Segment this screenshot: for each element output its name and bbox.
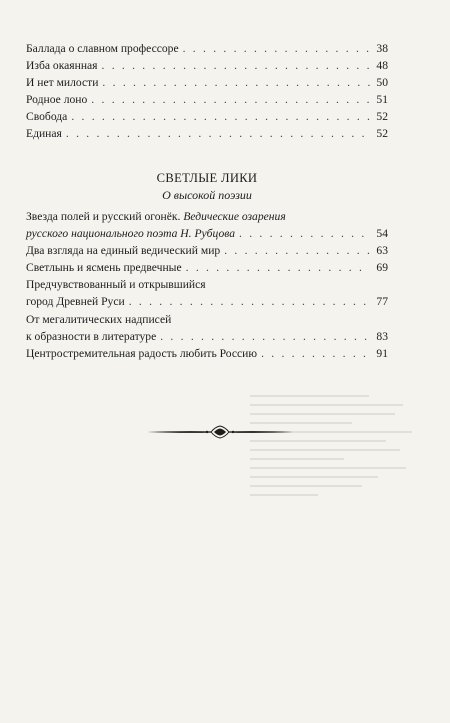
- toc-entry-title-italic: Ведические озарения: [183, 210, 286, 223]
- toc-entry-page: 54: [376, 227, 388, 241]
- toc-entry: [26, 91, 388, 108]
- dot-leader: [186, 259, 370, 276]
- toc-entry-title: Баллада о славном профессоре: [26, 42, 179, 55]
- dot-leader: [102, 57, 370, 74]
- toc-top-list: [26, 40, 388, 143]
- show-through-text: [250, 395, 420, 555]
- toc-entry: [26, 74, 388, 91]
- dot-leader: [183, 40, 370, 57]
- toc-entry-title: Изба окаянная: [26, 59, 98, 73]
- toc-entry: [26, 57, 388, 74]
- dot-leader: [71, 108, 370, 125]
- toc-entry-title: к образности в литературе: [26, 329, 157, 343]
- section-heading: [26, 170, 388, 204]
- dot-leader: [224, 242, 370, 259]
- toc-entry-title: Свобода: [26, 110, 68, 124]
- toc-entry-page: 50: [376, 76, 388, 90]
- toc-entry: [26, 108, 388, 125]
- toc-entry-line: Предчувствованный и открывшийся: [26, 278, 206, 292]
- toc-entry: [26, 208, 388, 242]
- toc-entry-page: 48: [376, 59, 388, 73]
- toc-entry: [26, 345, 388, 362]
- toc-entry-title: И нет милости: [26, 76, 99, 90]
- section-title: СВЕТЛЫЕ ЛИКИ: [156, 171, 258, 185]
- dot-leader: [102, 74, 370, 91]
- toc-entry-page: 91: [376, 346, 388, 360]
- toc-entry-page: 69: [376, 261, 388, 275]
- toc-entry: [26, 125, 388, 142]
- toc-entry-title: Два взгляда на единый ведический мир: [26, 244, 221, 258]
- toc-entry-line: [26, 293, 388, 310]
- toc-entry-page: 38: [376, 42, 388, 55]
- dot-leader: [160, 328, 370, 345]
- toc-entry-title-part: Звезда полей и русский огонёк.: [26, 210, 184, 223]
- toc-entry: [26, 242, 388, 259]
- toc-entry: [26, 259, 388, 276]
- toc-bottom-list: [26, 208, 388, 362]
- toc-entry-page: 77: [376, 295, 388, 309]
- dot-leader: [129, 293, 370, 310]
- dot-leader: [261, 345, 370, 362]
- toc-entry-page: 52: [376, 127, 388, 141]
- toc-entry: [26, 40, 388, 57]
- toc-entry-page: 52: [376, 110, 388, 124]
- toc-entry: [26, 311, 388, 345]
- toc-entry-page: 63: [376, 244, 388, 258]
- toc-entry-title: Центростремительная радость любить Россию: [26, 346, 258, 360]
- toc-entry-title-italic: русского национального поэта Н. Рубцова: [26, 227, 235, 241]
- toc-entry-title: город Древней Руси: [26, 295, 125, 309]
- dot-leader: [239, 225, 370, 242]
- section-subtitle: О высокой поэзии: [162, 188, 252, 202]
- toc-entry-title: Родное лоно: [26, 93, 88, 107]
- toc-entry-line: [26, 328, 388, 345]
- toc-entry-line: От мегалитических надписей: [26, 312, 172, 326]
- toc-entry-title: Светлынь и ясмень предвечные: [26, 261, 182, 275]
- toc-entry: [26, 276, 388, 310]
- toc-entry-line: [26, 225, 388, 242]
- dot-leader: [66, 125, 370, 142]
- vignette-ornament-icon: [145, 424, 295, 440]
- toc-entry-page: 51: [376, 93, 388, 107]
- toc-entry-title: Единая: [26, 127, 62, 141]
- toc-entry-page: 83: [376, 329, 388, 343]
- toc-entry-line: [26, 208, 388, 225]
- dot-leader: [91, 91, 370, 108]
